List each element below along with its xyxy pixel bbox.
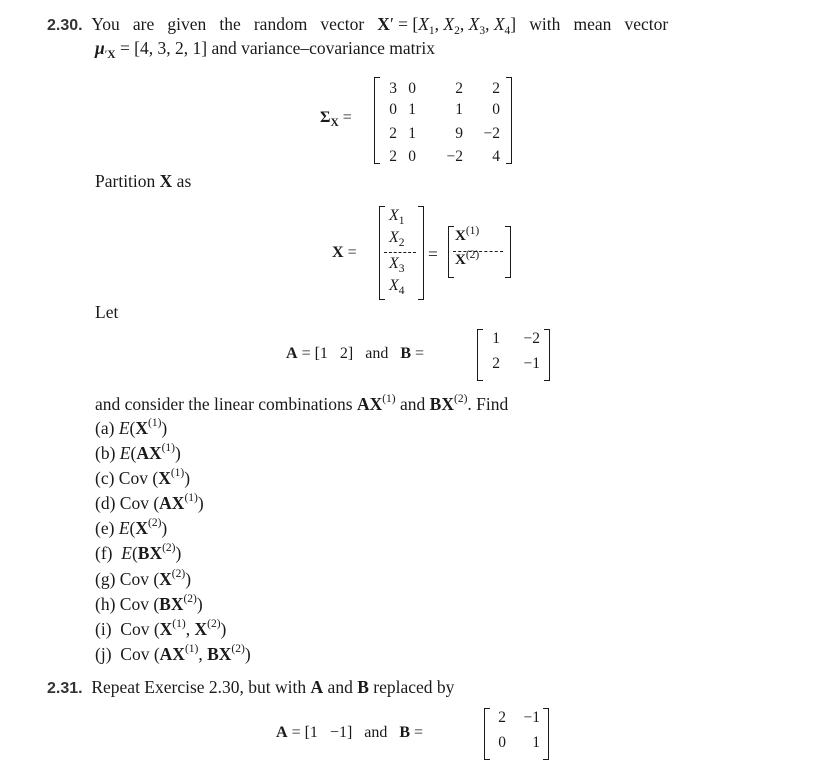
- sigma-cell: 2: [492, 80, 500, 97]
- list-item-f: (f) E(BX$^{(2)}$): [95, 542, 182, 563]
- sigma-cell: −2: [483, 125, 500, 142]
- x-component: $X_2$: [389, 229, 405, 249]
- sigma-cell: 2: [455, 80, 463, 97]
- b2-cell: 1: [532, 734, 540, 751]
- list-item-h: (h) Cov (BX$^{(2)}$): [95, 593, 203, 614]
- sigma-cell: 0: [408, 148, 416, 165]
- xblock-right-bracket: [505, 226, 511, 278]
- sigma-cell: 4: [492, 148, 500, 165]
- x-component: $X_4$: [389, 277, 405, 297]
- list-item-d: (d) Cov (AX$^{(1)}$): [95, 492, 204, 513]
- partition-text: Partition X as: [95, 171, 192, 191]
- list-item-a: (a) $E(X^{(1)})$: [95, 417, 168, 438]
- x-block-2: $X^{(2)}$: [455, 249, 480, 268]
- x-block-1: $X^{(1)}$: [455, 225, 480, 244]
- sigma-cell: 1: [408, 125, 416, 142]
- list-item-c: (c) Cov $(X^{(1)})$: [95, 467, 191, 488]
- x-left-bracket: [379, 206, 385, 300]
- b-left-bracket: [477, 329, 483, 381]
- sigma-cell: 0: [389, 101, 397, 118]
- x-component: $X_1$: [389, 207, 405, 227]
- sigma-cell: 1: [455, 101, 463, 118]
- sigma-cell: 3: [389, 80, 397, 97]
- b-cell: 2: [492, 355, 500, 372]
- b-cell: −1: [523, 355, 540, 372]
- xblock-left-bracket: [448, 226, 454, 278]
- ex230-intro: You are given the random vector $X' = [X_1$, $X_2$, $X_3$, $X_4$] with mean vector: [86, 14, 669, 37]
- ex231-line: [47, 677, 454, 698]
- sigma-cell: 0: [408, 80, 416, 97]
- exercise-number: 2.30.: [47, 17, 83, 34]
- b2-right-bracket: [543, 708, 549, 760]
- b-right-bracket: [544, 329, 550, 381]
- b2-cell: 0: [498, 734, 506, 751]
- ex230-line1: [47, 14, 668, 35]
- b2-cell: −1: [523, 709, 540, 726]
- list-item-g: (g) Cov $(X^{(2)})$: [95, 568, 192, 589]
- list-item-i: (i) Cov ($X^{(1)}$, $X^{(2)}$): [95, 618, 227, 639]
- x-right-bracket: [418, 206, 424, 300]
- list-item-e: (e) $E(X^{(2)})$: [95, 517, 168, 538]
- consider-text: and consider the linear combinations AX$^{(1)}$ and BX$^{(2)}$. Find: [95, 393, 509, 414]
- b-cell: −2: [523, 330, 540, 347]
- x-label: X =: [332, 244, 357, 261]
- sigma-label: $\Sigma_X$ =: [320, 109, 352, 129]
- b2-cell: 2: [498, 709, 506, 726]
- exercise-number: 2.31.: [47, 680, 83, 697]
- ex230-line2: $\mu_{'X} = [4$, 3, 2, 1] and variance–covariance matrix: [95, 38, 435, 61]
- list-item-j: (j) Cov (AX$^{(1)}$, BX$^{(2)}$): [95, 643, 251, 664]
- equals: =: [428, 244, 438, 264]
- sigma-cell: 0: [492, 101, 500, 118]
- sigma-cell: 2: [389, 148, 397, 165]
- A2-definition: A = [1 −1] and B =: [276, 724, 424, 741]
- x-component: $X_3$: [389, 255, 405, 275]
- sigma-cell: 1: [408, 101, 416, 118]
- sigma-cell: 9: [455, 125, 463, 142]
- b-cell: 1: [492, 330, 500, 347]
- A-definition: A = [1 2] and B =: [286, 345, 425, 362]
- sigma-cell: 2: [389, 125, 397, 142]
- sigma-cell: −2: [446, 148, 463, 165]
- list-item-b: (b) E(AX$^{(1)}$): [95, 442, 181, 463]
- sigma-right-bracket: [506, 77, 512, 164]
- partition-divider: [384, 252, 416, 253]
- ex231-text: Repeat Exercise 2.30, but with A and B replaced by: [86, 677, 455, 697]
- let-text: Let: [95, 302, 119, 322]
